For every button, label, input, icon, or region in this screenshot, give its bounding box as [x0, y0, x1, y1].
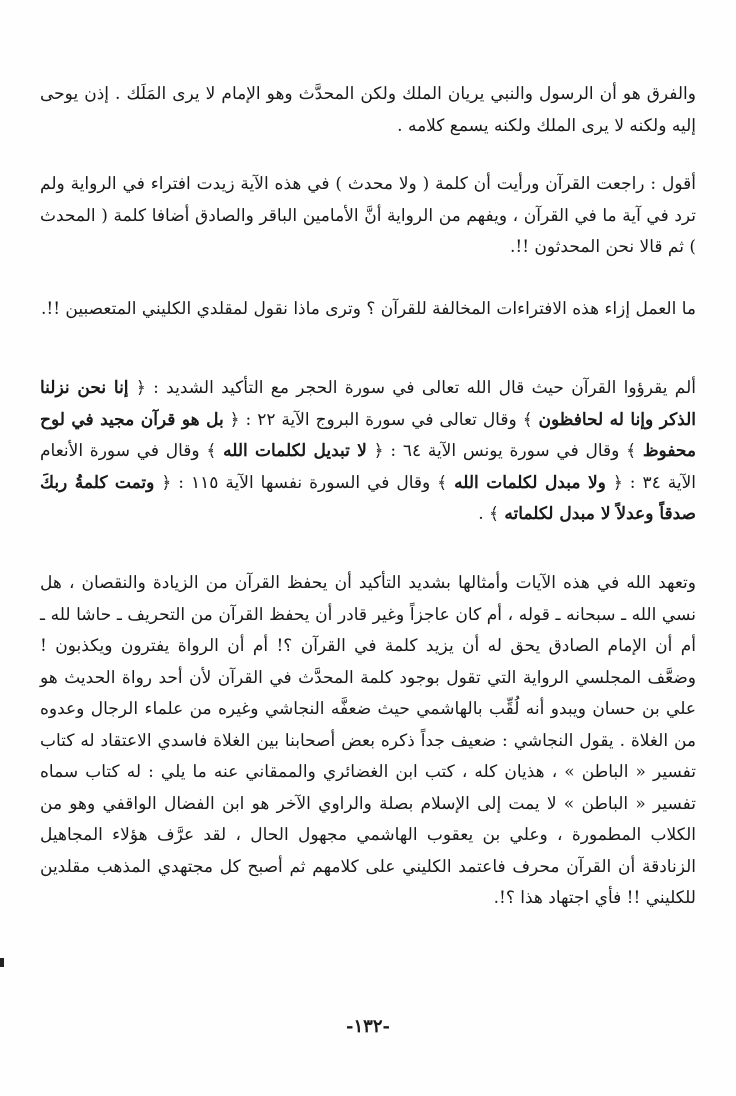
margin-mark — [0, 958, 4, 967]
verse-al-buruj: بل هو قرآن مجيد في لوح محفوظ — [40, 409, 696, 461]
verse-connector-text: ﴾ وقال تعالى في سورة البروج الآية ٢٢ : ﴿ — [223, 409, 539, 430]
verse-closing-text: ﴾ . — [478, 504, 505, 524]
verse-connector-text: ﴾ وقال في سورة الأنعام الآية ٣٤ : ﴿ — [40, 441, 697, 493]
paragraph-angel-difference: والفرق هو أن الرسول والنبي يريان الملك ولكن المحدَّث وهو الإمام لا يرى المَلَك . إذن يوحى إليه ولكنه لا يرى الملك ولكنه يسمع كلامه . — [40, 84, 696, 136]
verse-al-anam-34: ولا مبدل لكلمات الله — [454, 472, 606, 493]
verse-al-anam-115: وتمت كلمةُ ربكَ صدقاً وعدلاً لا مبدل لكلماته — [40, 472, 696, 524]
paragraph-author-comment: أقول : راجعت القرآن ورأيت أن كلمة ( ولا محدث ) في هذه الآية زيدت افتراء في الرواية ولم ترد في آية ما في القرآن ، ويفهم من الرواية أنَّ الأمامين الباقر والصادق أضافا كلمة ( المحدث ) ثم قالا نحن المحدثون !!. — [40, 174, 696, 257]
verse-connector-text: ﴾ وقال في السورة نفسها الآية ١١٥ : ﴿ — [154, 472, 455, 493]
page-number: -١٣٢- — [346, 1016, 390, 1037]
paragraph-quran-verses — [40, 373, 696, 531]
verse-yunus: لا تبديل لكلمات الله — [223, 441, 367, 461]
verse-intro-text: ألم يقرؤوا القرآن حيث قال الله تعالى في سورة الحجر مع التأكيد الشديد : ﴿ — [128, 378, 696, 398]
paragraph-question: ما العمل إزاء هذه الافتراءات المخالفة للقرآن ؟ وترى ماذا نقول لمقلدي الكليني المتعصبين !!. — [40, 299, 696, 319]
verse-connector-text: ﴾ وقال في سورة يونس الآية ٦٤ : ﴿ — [366, 441, 643, 461]
paragraph-preservation-argument: وتعهد الله في هذه الآيات وأمثالها بشديد التأكيد أن يحفظ القرآن من الزيادة والنقصان ، هل نسي الله ـ سبحانه ـ قوله ، أم كان عاجزاً وغير قادر أن يحفظ القرآن من التحريف ـ حاشا لله ـ أم أن الإمام الصادق يحق له أن يزيد كلمة في القرآن ؟! أم أن الرواة يفترون ويكذبون ! وضعَّف المجلسي الرواية التي تقول بوجود كلمة المحدَّث في القرآن لأن أحد رواة الحديث هو علي بن حسان ويبدو أنه لُقِّب بالهاشمي حيث ضعفَّه النجاشي وغيره من علماء الرجال وعدوه من الغلاة . يقول النجاشي : ضعيف جداً ذكره بعض أصحابنا بين الغلاة فاسدي الاعتقاد له كتاب تفسير « الباطن » ، هذيان كله ، كتب ابن الغضائري والممقاني عنه ما يلي : له كتاب سماه تفسير « الباطن » لا يمت إلى الإسلام بصلة والراوي الآخر هو ابن الفضال الواقفي وهو من الكلاب المطمورة ، وعلي بن يعقوب الهاشمي مجهول الحال ، لقد عرَّف هؤلاء المجاهيل الزنادقة أن القرآن محرف فاعتمد الكليني على كلامهم ثم أصبح كل مجتهدي المذهب مقلدين للكليني !! فأي اجتهاد هذا ؟!. — [40, 573, 696, 908]
verse-al-hijr: إنا نحن نزلنا الذكر وإنا له لحافظون — [40, 378, 696, 430]
